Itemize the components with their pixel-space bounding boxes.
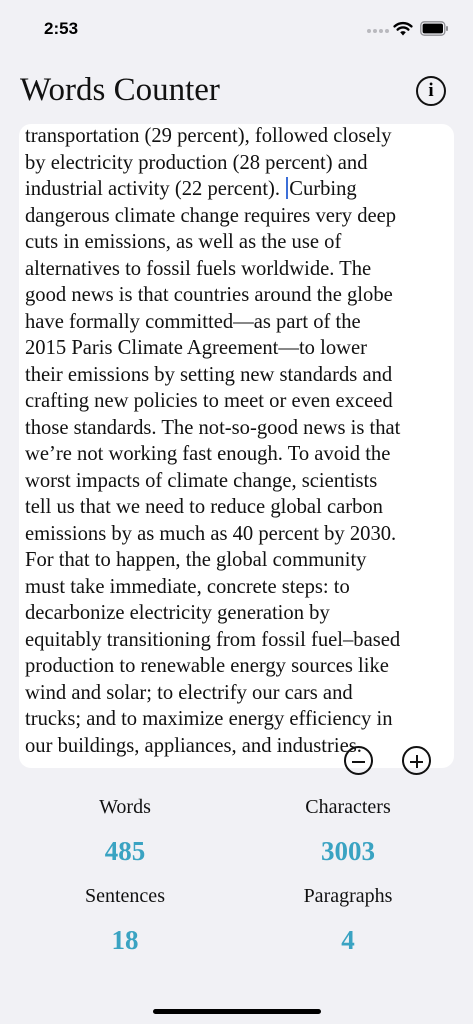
- text-line: transportation (29 percent), followed closely: [25, 125, 392, 147]
- words-label: Words: [99, 796, 151, 818]
- characters-count: 3003: [321, 836, 375, 866]
- text-line: those standards. The not-so-good news is that: [25, 416, 401, 439]
- info-icon: i: [428, 80, 434, 101]
- signal-dots-icon: [367, 29, 389, 33]
- text-line: production to renewable energy sources like: [25, 655, 389, 677]
- zoom-out-button[interactable]: [344, 746, 373, 775]
- text-line: cuts in emissions, as well as the use of: [25, 231, 342, 253]
- text-caret: [286, 177, 288, 199]
- editor-text[interactable]: [25, 124, 453, 759]
- paragraphs-label: Paragraphs: [303, 885, 393, 907]
- paragraphs-count: 4: [341, 925, 355, 955]
- sentences-label: Sentences: [85, 885, 165, 907]
- text-line: emissions by as much as 40 percent by 2030.: [25, 522, 397, 545]
- text-line: decarbonize electricity generation by: [25, 602, 330, 624]
- text-line: [25, 176, 453, 203]
- words-count: 485: [104, 836, 146, 866]
- text-line: have formally committed—as part of the: [25, 310, 361, 333]
- app-title: Words Counter: [20, 72, 220, 108]
- text-editor[interactable]: [19, 124, 454, 768]
- sentences-count: 18: [111, 925, 139, 955]
- text-line: by electricity production (28 percent) and: [25, 151, 368, 174]
- home-indicator[interactable]: [153, 1009, 321, 1014]
- characters-label: Characters: [305, 796, 391, 818]
- text-line: wind and solar; to electrify our cars and: [25, 681, 353, 704]
- info-button[interactable]: [416, 76, 446, 106]
- text-line: dangerous climate change requires very deep: [25, 204, 397, 227]
- text-line: we’re not working fast enough. To avoid the: [25, 443, 391, 465]
- text-line: crafting new policies to meet or even exceed: [25, 390, 393, 412]
- text-line: tell us that we need to reduce global carbon: [25, 496, 383, 518]
- status-time: 2:53: [44, 19, 79, 38]
- text-line: 2015 Paris Climate Agreement—to lower: [25, 337, 368, 359]
- wifi-icon: [393, 21, 413, 36]
- text-line: must take immediate, concrete steps: to: [25, 575, 350, 598]
- text-line: good news is that countries around the globe: [25, 284, 393, 306]
- text-line: equitably transitioning from fossil fuel–based: [25, 628, 401, 651]
- text-line: For that to happen, the global community: [25, 549, 367, 571]
- text-after-caret: Curbing: [289, 178, 357, 200]
- zoom-in-button[interactable]: [402, 746, 431, 775]
- text-before-caret: industrial activity (22 percent).: [25, 178, 286, 200]
- battery-icon: [420, 21, 449, 36]
- status-bar: [0, 0, 473, 60]
- text-line: their emissions by setting new standards and: [25, 363, 393, 386]
- text-line: trucks; and to maximize energy efficiency in: [25, 708, 393, 730]
- text-line: our buildings, appliances, and industries.: [25, 734, 362, 757]
- text-line: worst impacts of climate change, scientists: [25, 469, 378, 492]
- text-line: alternatives to fossil fuels worldwide. The: [25, 257, 372, 280]
